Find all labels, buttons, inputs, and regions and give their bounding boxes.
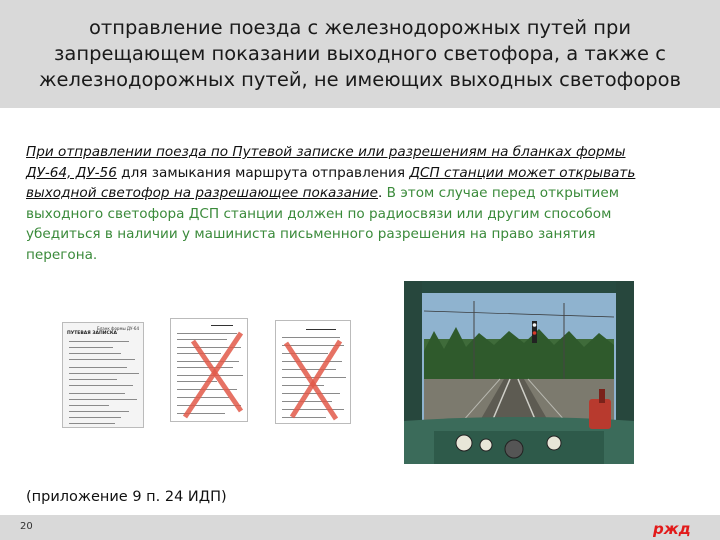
paragraph-period: . [378,185,387,201]
paragraph-green: В этом случае перед открытием выходного светофора ДСП станции должен по радиосвязи или другим способом убедиться в наличии у машиниста письменного разрешения на право занятия перегона. [26,185,619,263]
form-du64-thumbnail [62,322,144,428]
svg-text:ржд: ржд [653,520,691,538]
paragraph-italic-2: ДСП станции может открывать выходной светофор на разрешающее показание [26,164,636,201]
slide-footer [0,515,720,540]
rzd-logo-icon [653,518,697,538]
form-du64-heading: Бланк формы ДУ-64 [96,326,139,331]
form-du64-subheading: ПУТЕВАЯ ЗАПИСКА [67,331,117,336]
paragraph-italic-1: При отправлении поезда по Путевой записке или разрешениям на бланках формы ДУ-64, ДУ-56 [26,144,626,181]
slide-title: отправление поезда с железнодорожных путей при запрещающем показании выходного светофора, а также с железнодорожных путей, не имеющих выходных светофоров [38,16,682,91]
paragraph-normal: для замыкания маршрута отправления [116,164,410,181]
cross-mark-icon [171,319,249,423]
locomotive-cab-image [404,281,634,464]
slide-header [0,0,720,108]
main-paragraph [26,142,666,265]
form-crossed-thumbnail [275,320,351,424]
page-number: 20 [20,521,33,532]
appendix-caption: (приложение 9 п. 24 ИДП) [26,489,227,505]
form-du56-crossed-thumbnail [170,318,248,422]
cross-mark-icon [276,321,352,425]
